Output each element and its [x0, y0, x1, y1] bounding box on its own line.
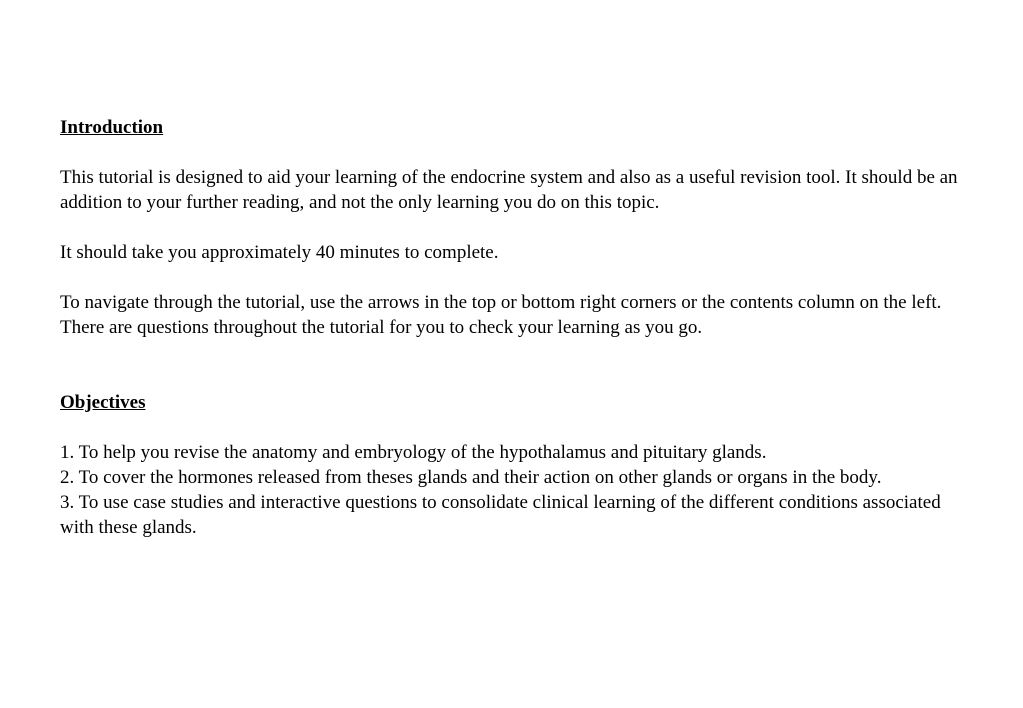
objective-item-1: 1. To help you revise the anatomy and embryology of the hypothalamus and pituitary glands. [60, 442, 767, 463]
objective-item-3: 3. To use case studies and interactive questions to consolidate clinical learning of the different conditions associated with these glands. [60, 492, 941, 538]
objectives-section [60, 390, 960, 540]
objective-item-2: 2. To cover the hormones released from theses glands and their action on other glands or organs in the body. [60, 467, 882, 488]
objectives-heading: Objectives [60, 392, 146, 413]
document-body [60, 115, 960, 540]
introduction-paragraph: This tutorial is designed to aid your learning of the endocrine system and also as a useful revision tool. It should be an addition to your further reading, and not the only learning you do on this topic. [60, 167, 958, 213]
duration-paragraph: It should take you approximately 40 minutes to complete. [60, 242, 499, 263]
navigation-paragraph: To navigate through the tutorial, use the arrows in the top or bottom right corners or the contents column on the left. There are questions throughout the tutorial for you to check your learning as you go. [60, 292, 942, 338]
introduction-section [60, 115, 960, 340]
introduction-heading: Introduction [60, 117, 164, 138]
objectives-list [60, 440, 960, 540]
